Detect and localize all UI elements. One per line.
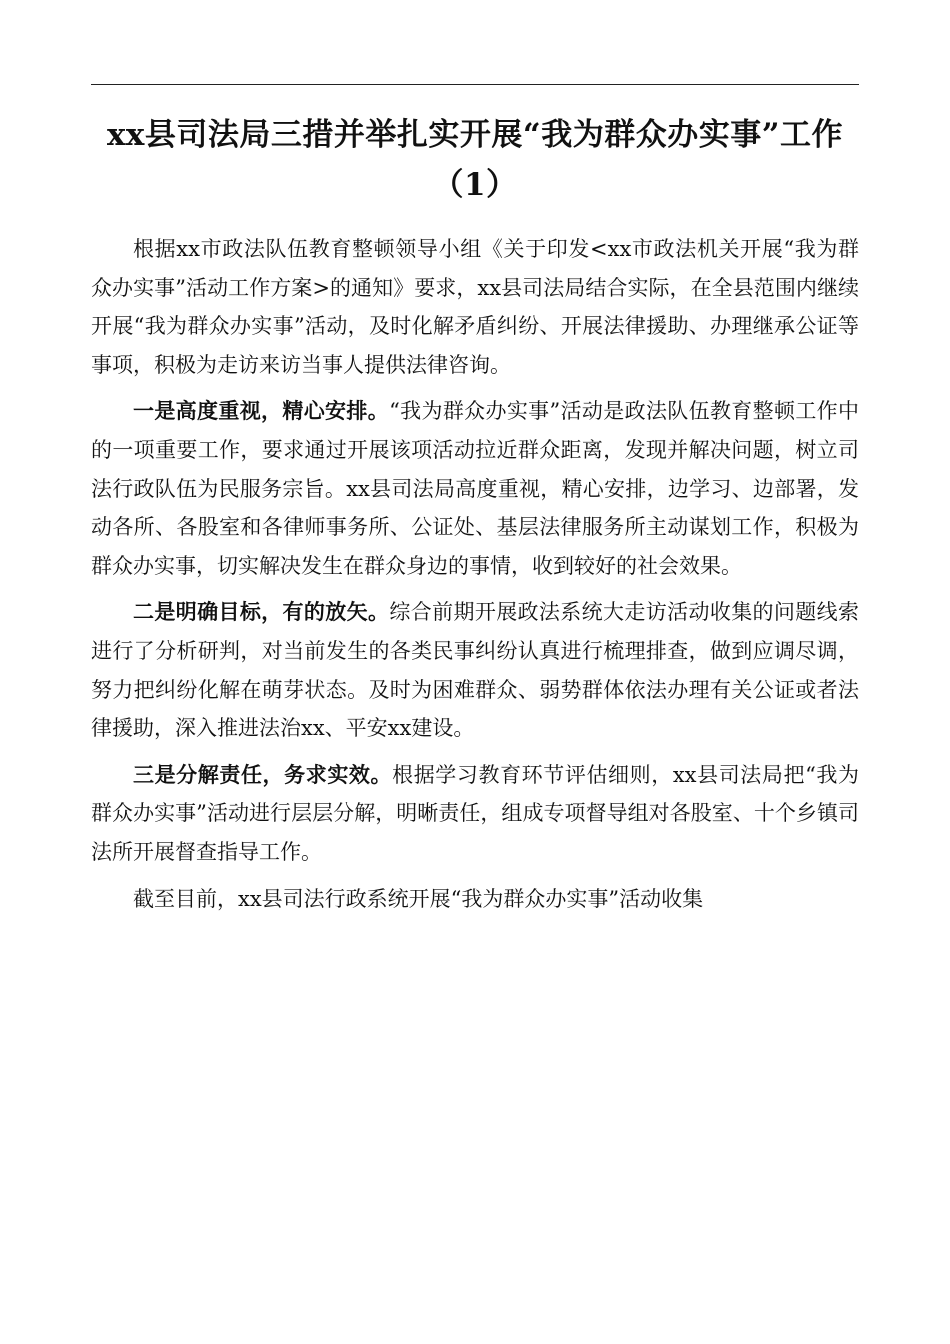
paragraph-lead: 一是高度重视，精心安排。 bbox=[133, 398, 390, 424]
paragraph-lead: 三是分解责任，务求实效。 bbox=[133, 761, 393, 787]
paragraph-text: 根据学习教育环节评估细则，xx县司法局把“我为群众办实事”活动进行层层分解，明晰责任，组成专项督导组对各股室、十个乡镇司法所开展督查指导工作。 bbox=[91, 762, 860, 864]
paragraph-text: “我为群众办实事”活动是政法队伍教育整顿工作中的一项重要工作，要求通过开展该项活动拉近群众距离，发现并解决问题，树立司法行政队伍为民服务宗旨。xx县司法局高度重视，精心安排，边学习、边部署，发动各所、各股室和各律师事务所、公证处、基层法律服务所主动谋划工作，积极为群众办实事，切实解决发生在群众身边的事情，收到较好的社会效果。 bbox=[91, 399, 859, 578]
paragraph-text: 综合前期开展政法系统大走访活动收集的问题线索进行了分析研判，对当前发生的各类民事纠纷认真进行梳理排查，做到应调尽调，努力把纠纷化解在萌芽状态。及时为困难群众、弱势群体依法办理有关公证或者法律援助，深入推进法治xx、平安xx建设。 bbox=[91, 600, 860, 741]
document-title: xx县司法局三措并举扎实开展“我为群众办实事”工作（1） bbox=[106, 117, 844, 203]
paragraph-text: 截至目前，xx县司法行政系统开展“我为群众办实事”活动收集 bbox=[133, 886, 704, 911]
header-rule bbox=[91, 84, 859, 85]
paragraph-measure-3 bbox=[91, 756, 859, 872]
document-body bbox=[91, 230, 859, 926]
paragraph-text: 根据xx市政法队伍教育整顿领导小组《关于印发<xx市政法机关开展“我为群众办实事”活动工作方案>的通知》要求，xx县司法局结合实际，在全县范围内继续开展“我为群众办实事”活动，及时化解矛盾纠纷、开展法律援助、办理继承公证等事项，积极为走访来访当事人提供法律咨询。 bbox=[91, 237, 859, 377]
paragraph-summary bbox=[91, 880, 859, 919]
paragraph-measure-1 bbox=[91, 392, 859, 585]
paragraph-lead: 二是明确目标，有的放矢。 bbox=[133, 599, 390, 625]
paragraph-intro bbox=[91, 230, 859, 384]
paragraph-measure-2 bbox=[91, 593, 859, 747]
